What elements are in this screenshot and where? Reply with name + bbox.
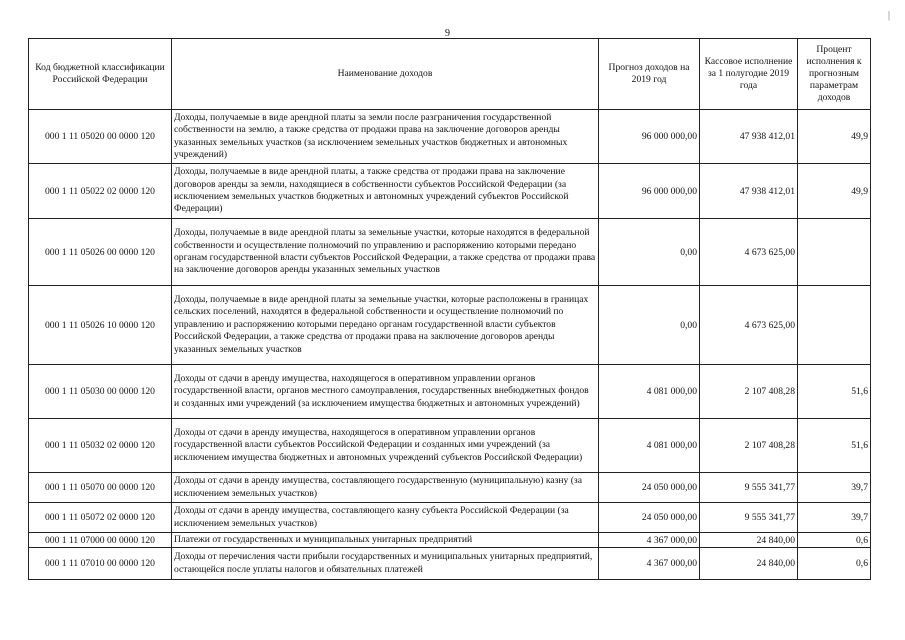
row-forecast: 96 000 000,00 (599, 110, 700, 164)
row-percent (798, 219, 871, 286)
row-name: Доходы, получаемые в виде арендной платы за земельные участки, которые находятся в федеральной собственности и осуществление полномочий по управлению и распоряжению которыми передано органам государственной власти субъектов Российской Федерации, а также средства от продажи права на заключение договоров аренды указанных земельных участков (172, 219, 599, 286)
row-percent: 51,6 (798, 419, 871, 473)
row-percent: 39,7 (798, 503, 871, 533)
table-row (29, 110, 871, 164)
table-row (29, 503, 871, 533)
row-actual: 2 107 408,28 (700, 365, 798, 419)
row-code: 000 1 11 05030 00 0000 120 (29, 365, 172, 419)
row-forecast: 4 081 000,00 (599, 419, 700, 473)
row-name: Доходы от перечисления части прибыли государственных и муниципальных унитарных предприятий, остающейся после уплаты налогов и обязательных платежей (172, 548, 599, 580)
row-code: 000 1 11 05020 00 0000 120 (29, 110, 172, 164)
table-row (29, 473, 871, 503)
row-code: 000 1 11 05026 00 0000 120 (29, 219, 172, 286)
row-forecast: 4 081 000,00 (599, 365, 700, 419)
row-name: Доходы от сдачи в аренду имущества, составляющего казну субъекта Российской Федерации (за исключением земельных участков) (172, 503, 599, 533)
row-percent: 51,6 (798, 365, 871, 419)
row-actual: 9 555 341,77 (700, 503, 798, 533)
table-header-row (29, 39, 871, 110)
scan-edge-mark: | (888, 10, 891, 21)
table-row (29, 533, 871, 548)
row-actual: 4 673 625,00 (700, 286, 798, 365)
row-actual: 4 673 625,00 (700, 219, 798, 286)
row-name: Доходы от сдачи в аренду имущества, находящегося в оперативном управлении органов государственной власти, органов местного самоуправления, государственных внебюджетных фондов и созданных ими учреждений (за исключением имущества бюджетных и автономных учреждений) (172, 365, 599, 419)
row-code: 000 1 11 07000 00 0000 120 (29, 533, 172, 548)
table-row (29, 164, 871, 219)
row-code: 000 1 11 05070 00 0000 120 (29, 473, 172, 503)
row-name: Доходы, получаемые в виде арендной платы за земельные участки, которые расположены в границах сельских поселений, находятся в федеральной собственности и осуществление полномочий по управлению и распоряжению которыми передано органам государственной власти субъектов Российской Федерации, а также средства от продажи права на заключение договоров аренды указанных земельных участков (172, 286, 599, 365)
header-percent: Процент исполнения к прогнозным параметрам доходов (798, 39, 871, 110)
row-forecast: 24 050 000,00 (599, 473, 700, 503)
revenue-table (28, 38, 871, 580)
row-percent: 39,7 (798, 473, 871, 503)
table-row (29, 286, 871, 365)
row-name: Доходы от сдачи в аренду имущества, составляющего государственную (муниципальную) казну (за исключением земельных участков) (172, 473, 599, 503)
row-name: Доходы от сдачи в аренду имущества, находящегося в оперативном управлении органов государственной власти субъектов Российской Федерации и созданных ими учреждений (за исключением имущества бюджетных и автономных учреждений субъектов Российской Федерации) (172, 419, 599, 473)
row-percent (798, 286, 871, 365)
row-forecast: 0,00 (599, 286, 700, 365)
row-forecast: 4 367 000,00 (599, 548, 700, 580)
row-name: Платежи от государственных и муниципальных унитарных предприятий (172, 533, 599, 548)
header-name: Наименование доходов (172, 39, 599, 110)
row-percent: 0,6 (798, 548, 871, 580)
row-forecast: 96 000 000,00 (599, 164, 700, 219)
row-code: 000 1 11 07010 00 0000 120 (29, 548, 172, 580)
row-forecast: 4 367 000,00 (599, 533, 700, 548)
page-number: 9 (445, 28, 450, 39)
row-actual: 24 840,00 (700, 533, 798, 548)
header-code: Код бюджетной классификации Российской Федерации (29, 39, 172, 110)
header-actual: Кассовое исполнение за 1 полугодие 2019 года (700, 39, 798, 110)
header-forecast: Прогноз доходов на 2019 год (599, 39, 700, 110)
row-actual: 47 938 412,01 (700, 110, 798, 164)
row-name: Доходы, получаемые в виде арендной платы за земли после разграничения государственной собственности на землю, а также средства от продажи права на заключение договоров аренды указанных земельных участков (за исключением земельных участков бюджетных и автономных учреждений) (172, 110, 599, 164)
row-actual: 24 840,00 (700, 548, 798, 580)
row-percent: 0,6 (798, 533, 871, 548)
row-actual: 2 107 408,28 (700, 419, 798, 473)
row-code: 000 1 11 05072 02 0000 120 (29, 503, 172, 533)
row-forecast: 24 050 000,00 (599, 503, 700, 533)
table-row (29, 219, 871, 286)
row-forecast: 0,00 (599, 219, 700, 286)
row-code: 000 1 11 05022 02 0000 120 (29, 164, 172, 219)
row-percent: 49,9 (798, 110, 871, 164)
row-percent: 49,9 (798, 164, 871, 219)
row-name: Доходы, получаемые в виде арендной платы, а также средства от продажи права на заключение договоров аренды за земли, находящиеся в собственности субъектов Российской Федерации (за исключением земельных участков бюджетных и автономных учреждений субъектов Российской Федерации) (172, 164, 599, 219)
table-row (29, 548, 871, 580)
row-actual: 47 938 412,01 (700, 164, 798, 219)
row-code: 000 1 11 05032 02 0000 120 (29, 419, 172, 473)
table-row (29, 419, 871, 473)
row-actual: 9 555 341,77 (700, 473, 798, 503)
table-row (29, 365, 871, 419)
row-code: 000 1 11 05026 10 0000 120 (29, 286, 172, 365)
